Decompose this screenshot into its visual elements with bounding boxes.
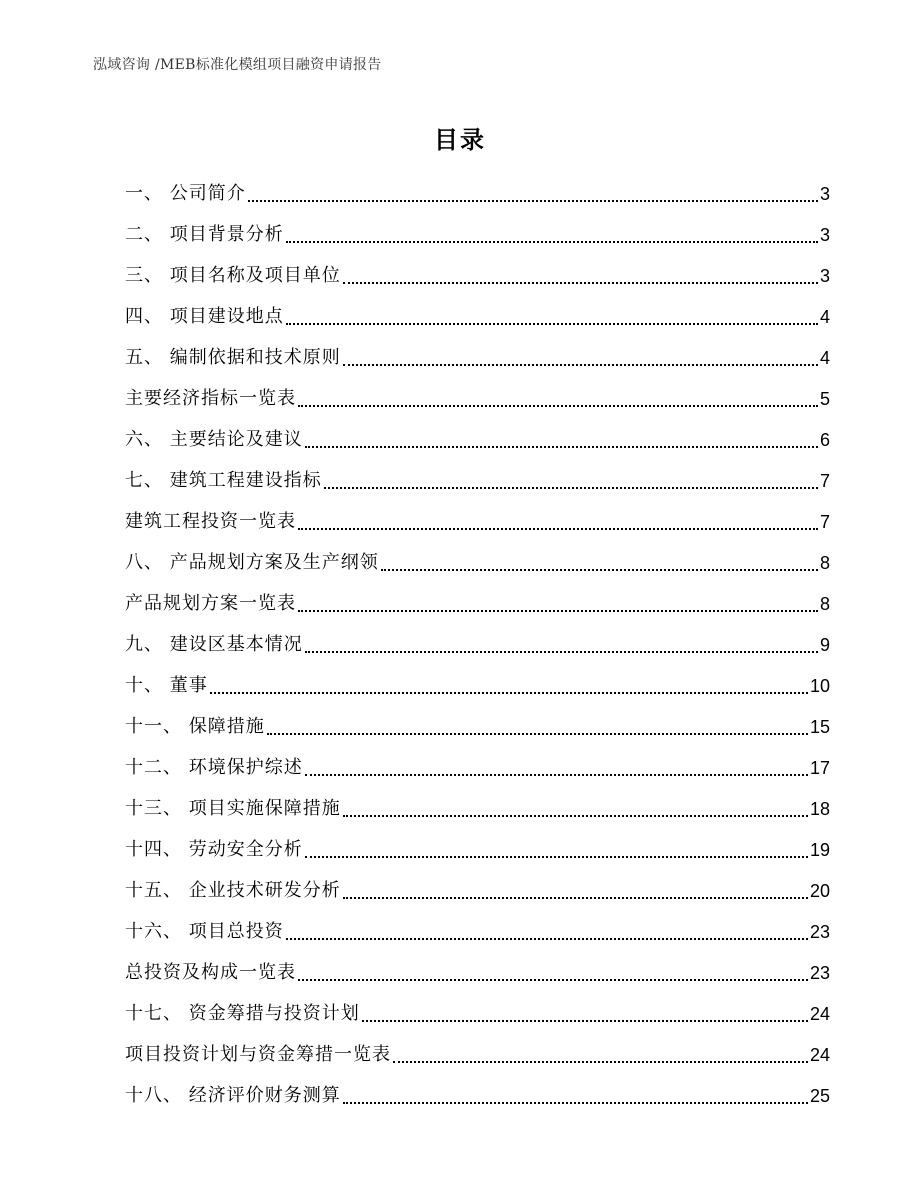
toc-entry-label: 二、 项目背景分析 [125, 224, 284, 245]
toc-entry[interactable] [125, 334, 830, 375]
toc-entry[interactable] [125, 252, 830, 293]
toc-entry-label: 七、 建筑工程建设指标 [125, 470, 322, 491]
page-header: 泓域咨询 /MEB标准化模组项目融资申请报告 [93, 57, 382, 73]
toc-entry[interactable] [125, 211, 830, 252]
toc-dot-leader [305, 446, 818, 448]
toc-entry-label: 建筑工程投资一览表 [125, 511, 296, 532]
toc-dot-leader [267, 733, 808, 735]
toc-dot-leader [210, 692, 808, 694]
toc-entry[interactable] [125, 826, 830, 867]
toc-entry[interactable] [125, 1072, 830, 1113]
page-title: 目录 [434, 126, 486, 154]
toc-entry-label: 主要经济指标一览表 [125, 388, 296, 409]
toc-entry-label: 四、 项目建设地点 [125, 306, 284, 327]
toc-dot-leader [393, 1061, 808, 1063]
toc-entry-label: 九、 建设区基本情况 [125, 634, 303, 655]
toc-entry-label: 八、 产品规划方案及生产纲领 [125, 552, 379, 573]
toc-entry[interactable] [125, 908, 830, 949]
toc-entry-label: 产品规划方案一览表 [125, 593, 296, 614]
toc-dot-leader [286, 938, 808, 940]
toc-entry-page-number: 4 [819, 307, 830, 327]
toc-entry[interactable] [125, 293, 830, 334]
toc-dot-leader [324, 487, 818, 489]
toc-entry-page-number: 6 [819, 430, 830, 450]
toc-entry-page-number: 19 [809, 840, 830, 860]
toc-dot-leader [305, 856, 808, 858]
toc-dot-leader [286, 241, 818, 243]
toc-dot-leader [343, 815, 808, 817]
toc-entry-label: 十四、 劳动安全分析 [125, 839, 303, 860]
toc-dot-leader [298, 979, 808, 981]
toc-entry-page-number: 23 [809, 922, 830, 942]
toc-entry-label: 三、 项目名称及项目单位 [125, 265, 341, 286]
toc-entry-label: 十七、 资金筹措与投资计划 [125, 1003, 360, 1024]
toc-dot-leader [286, 323, 818, 325]
toc-entry-label: 十、 董事 [125, 675, 208, 696]
table-of-contents [125, 170, 830, 1113]
toc-entry[interactable] [125, 457, 830, 498]
toc-entry-label: 五、 编制依据和技术原则 [125, 347, 341, 368]
toc-entry-label: 一、 公司简介 [125, 183, 246, 204]
toc-dot-leader [248, 200, 818, 202]
toc-entry-page-number: 3 [819, 225, 830, 245]
toc-entry-label: 十二、 环境保护综述 [125, 757, 303, 778]
toc-entry[interactable] [125, 375, 830, 416]
toc-entry-label: 十三、 项目实施保障措施 [125, 798, 341, 819]
toc-dot-leader [298, 610, 818, 612]
toc-entry-page-number: 18 [809, 799, 830, 819]
toc-entry-page-number: 7 [819, 512, 830, 532]
toc-entry-page-number: 7 [819, 471, 830, 491]
toc-dot-leader [343, 1102, 808, 1104]
toc-entry[interactable] [125, 170, 830, 211]
toc-entry-label: 总投资及构成一览表 [125, 962, 296, 983]
toc-dot-leader [343, 897, 808, 899]
toc-entry-page-number: 25 [809, 1086, 830, 1106]
toc-dot-leader [305, 774, 808, 776]
toc-entry-page-number: 15 [809, 717, 830, 737]
toc-entry-page-number: 23 [809, 963, 830, 983]
toc-entry-page-number: 10 [809, 676, 830, 696]
toc-dot-leader [343, 282, 818, 284]
toc-entry-page-number: 20 [809, 881, 830, 901]
toc-entry-page-number: 4 [819, 348, 830, 368]
toc-dot-leader [362, 1020, 808, 1022]
toc-entry-label: 十一、 保障措施 [125, 716, 265, 737]
toc-entry-page-number: 9 [819, 635, 830, 655]
toc-entry-label: 十六、 项目总投资 [125, 921, 284, 942]
toc-entry-page-number: 3 [819, 184, 830, 204]
toc-entry[interactable] [125, 703, 830, 744]
toc-entry-label: 六、 主要结论及建议 [125, 429, 303, 450]
toc-entry[interactable] [125, 1031, 830, 1072]
toc-entry-page-number: 8 [819, 553, 830, 573]
toc-dot-leader [305, 651, 818, 653]
toc-entry[interactable] [125, 539, 830, 580]
toc-entry-page-number: 24 [809, 1004, 830, 1024]
toc-entry-label: 十五、 企业技术研发分析 [125, 880, 341, 901]
toc-dot-leader [381, 569, 818, 571]
toc-entry[interactable] [125, 744, 830, 785]
toc-entry-label: 项目投资计划与资金筹措一览表 [125, 1044, 391, 1065]
toc-entry[interactable] [125, 785, 830, 826]
toc-entry[interactable] [125, 580, 830, 621]
toc-dot-leader [298, 528, 818, 530]
toc-entry[interactable] [125, 498, 830, 539]
toc-entry-page-number: 24 [809, 1045, 830, 1065]
toc-entry-label: 十八、 经济评价财务测算 [125, 1085, 341, 1106]
toc-entry-page-number: 3 [819, 266, 830, 286]
toc-dot-leader [343, 364, 818, 366]
toc-entry-page-number: 5 [819, 389, 830, 409]
toc-dot-leader [298, 405, 818, 407]
toc-entry[interactable] [125, 990, 830, 1031]
toc-entry[interactable] [125, 949, 830, 990]
toc-entry-page-number: 17 [809, 758, 830, 778]
toc-entry[interactable] [125, 867, 830, 908]
toc-entry[interactable] [125, 416, 830, 457]
toc-entry-page-number: 8 [819, 594, 830, 614]
toc-entry[interactable] [125, 662, 830, 703]
toc-entry[interactable] [125, 621, 830, 662]
